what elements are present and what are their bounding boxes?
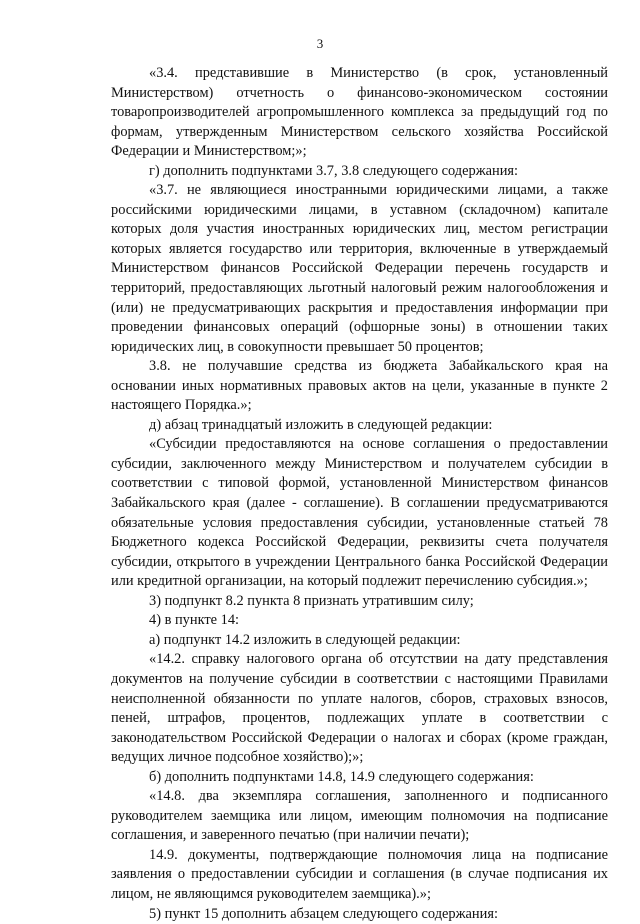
paragraph-item-3: 3) подпункт 8.2 пункта 8 признать утратившим силу; (149, 592, 474, 609)
paragraph-14-8: «14.8. два экземпляра соглашения, заполненного и подписанного руководителем заемщика или лицом, имеющим полномочия на подписание соглашения, и заверенного печатью (при наличии печати); (111, 788, 608, 844)
paragraph-3-8: 3.8. не получавшие средства из бюджета Забайкальского края на основании иных нормативных правовых актов на цели, указанные в пункте 2 настоящего Порядка.»; (111, 358, 608, 414)
paragraph-item-4: 4) в пункте 14: (149, 612, 240, 629)
page-number: 3 (316, 36, 324, 51)
paragraph-amend-d: д) абзац тринадцатый изложить в следующей редакции: (149, 416, 493, 433)
paragraph-subsidy-agreement: «Субсидии предоставляются на основе соглашения о предоставлении субсидии, заключенного между Министерством и получателем субсидии в соответствии с типовой формой, установленной Министерством финансов Забайкальского края (далее - соглашение). В соглашении предусматриваются обязательные условия предоставления субсидии, установленные статьей 78 Бюджетного кодекса Российской Федерации, реквизиты счета получателя субсидии, открытого в учреждении Центрального банка Российской Федерации или кредитной организации, на который подлежит перечислению субсидия.»; (111, 436, 608, 590)
paragraph-3-7: «3.7. не являющиеся иностранными юридическими лицами, а также российскими юридическими лицами, в уставном (складочном) капитале которых доля участия иностранных юридических лиц, местом регистрации которых является государство или территория, включенные в утверждаемый Министерством финансов Российской Федерации перечень государств и территорий, предоставляющих льготный налоговый режим налогообложения и (или) не предусматривающих раскрытия и предоставления информации при проведении финансовых операций (офшорные зоны) в отношении таких юридических лиц, в совокупности превышает 50 процентов; (111, 182, 608, 355)
paragraph-14-9: 14.9. документы, подтверждающие полномочия лица на подписание заявления о предоставлении субсидии и соглашения (в случае подписания их лицом, не являющимся руководителем заемщика).»; (111, 846, 608, 902)
paragraph-amend-a: а) подпункт 14.2 изложить в следующей редакции: (149, 631, 461, 648)
paragraph-item-5: 5) пункт 15 дополнить абзацем следующего содержания: (149, 905, 498, 922)
paragraph-amend-g: г) дополнить подпунктами 3.7, 3.8 следующего содержания: (149, 162, 519, 179)
paragraph-3-4: «3.4. представившие в Министерство (в срок, установленный Министерством) отчетность о финансово-экономическом состоянии товаропроизводителей агропромышленного комплекса за предыдущий год по формам, утвержденным Министерством сельского хозяйства Российской Федерации и Министерством;»; (111, 65, 608, 160)
document-body (111, 64, 608, 924)
paragraph-14-2: «14.2. справку налогового органа об отсутствии на дату представления документов на получение субсидии в соответствии с настоящими Правилами неисполненной обязанности по уплате налогов, сборов, страховых взносов, пеней, штрафов, процентов, подлежащих уплате в соответствии с законодательством Российской Федерации о налогах и сборах (кроме граждан, ведущих личное подсобное хозяйство);»; (111, 651, 608, 766)
paragraph-amend-b: б) дополнить подпунктами 14.8, 14.9 следующего содержания: (149, 768, 534, 785)
